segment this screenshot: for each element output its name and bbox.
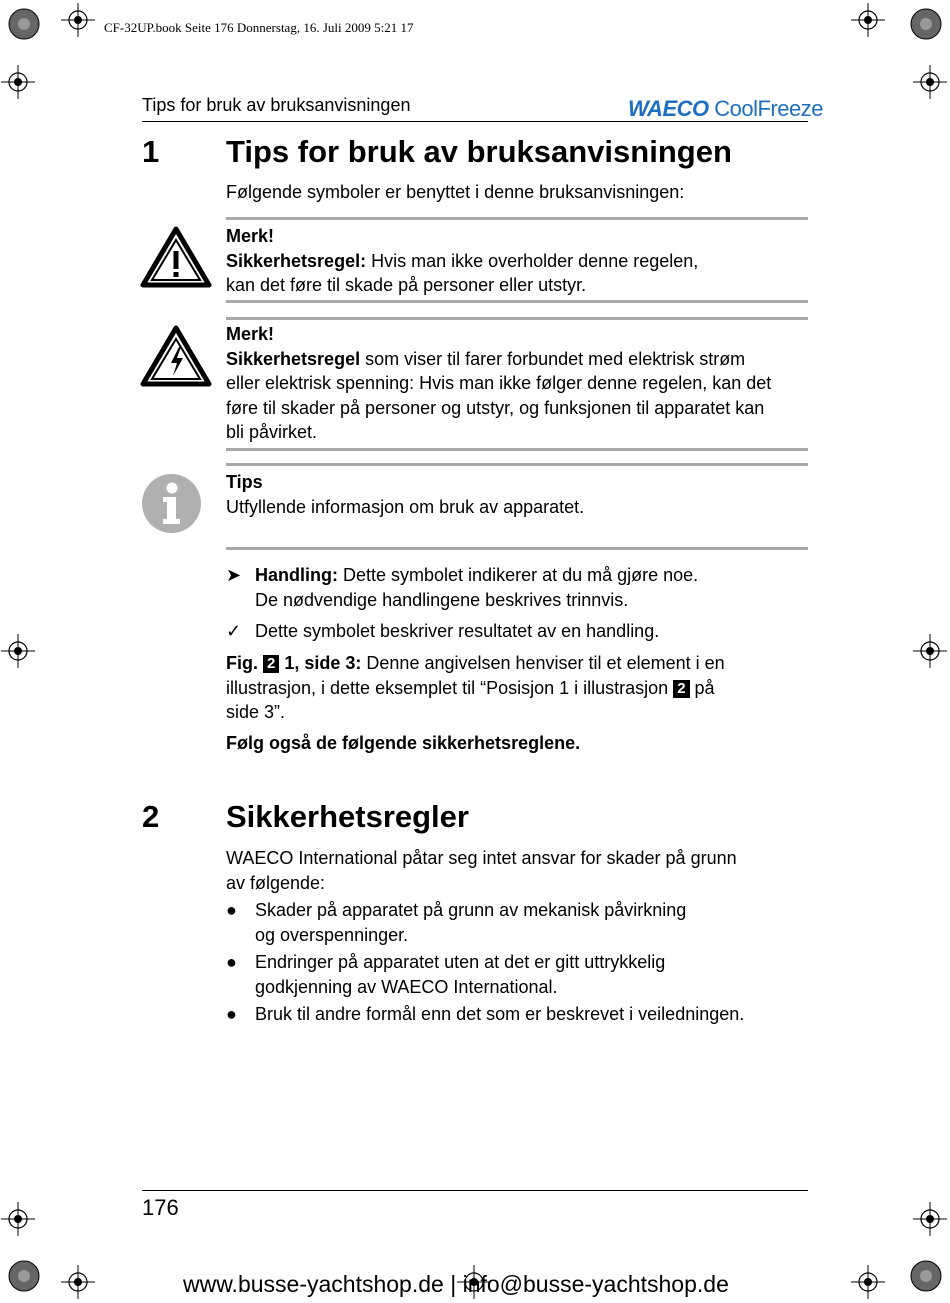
handling-line: De nødvendige handlingene beskrives trinnvis. (255, 589, 629, 610)
notice-heading: Merk! (226, 324, 275, 344)
section-intro: Følgende symboler er benyttet i denne bruksanvisningen: (226, 182, 685, 202)
figref-line (226, 651, 808, 676)
info-icon (141, 473, 202, 534)
section-intro (226, 846, 816, 895)
header-divider (142, 121, 808, 122)
brand-logo (628, 96, 823, 122)
tip-heading: Tips (226, 472, 263, 492)
tip-body: Utfyllende informasjon om bruk av apparatet. (226, 496, 585, 517)
figref-desc: på (689, 677, 715, 698)
notice-line: kan det føre til skade på personer eller utstyr. (226, 275, 587, 295)
notice-line: føre til skader på personer og utstyr, og funksjonen til apparatet kan (226, 397, 765, 418)
list-item-line: og overspenninger. (255, 924, 409, 945)
website-link[interactable]: www.busse-yachtshop.de (183, 1271, 444, 1297)
email-link[interactable]: info@busse-yachtshop.de (462, 1271, 729, 1297)
figref-position: 1, side 3: (279, 653, 362, 673)
list-item-line: Skader på apparatet på grunn av mekanisk påvirkning (255, 900, 687, 920)
bullet-icon: ● (226, 900, 237, 920)
notice-text: Hvis man ikke overholder denne regelen, (366, 250, 699, 271)
bullet-icon: ● (226, 952, 237, 972)
notice-divider (226, 448, 808, 451)
notice-line: bli påvirket. (226, 422, 318, 442)
handling-text (255, 563, 698, 612)
list-item (255, 950, 665, 999)
list-item-line: Bruk til andre formål enn det som er beskrevet i veiledningen. (255, 1004, 745, 1024)
footer-contact (183, 1271, 729, 1298)
tip-divider (226, 463, 808, 466)
intro-line: av følgende: (226, 872, 326, 893)
section-title: Tips for bruk av bruksanvisningen (226, 134, 732, 169)
list-item (255, 898, 686, 947)
notice-1-text (226, 224, 808, 298)
warning-icon (140, 226, 212, 288)
tip-text (226, 470, 584, 519)
check-icon: ✓ (226, 621, 242, 641)
notice-heading: Merk! (226, 226, 275, 246)
notice-label: Sikkerhetsregel: (226, 250, 367, 271)
notice-line (226, 347, 816, 372)
section-number: 2 (142, 799, 160, 834)
logo-brand: WAECO (628, 96, 709, 121)
notice-divider (226, 300, 808, 303)
result-text: Dette symbolet beskriver resultatet av en handling. (255, 621, 660, 641)
notice-line: eller elektrisk spenning: Hvis man ikke følger denne regelen, kan det (226, 373, 772, 393)
electric-hazard-icon (140, 325, 212, 387)
figure-reference (226, 651, 808, 725)
footer-divider (142, 1190, 808, 1191)
figref-line (226, 676, 808, 701)
logo-product: CoolFreeze (714, 96, 823, 121)
handling-desc: Dette symbolet indikerer at du må gjøre noe. (338, 565, 699, 585)
follow-note: Følg også de følgende sikkerhetsreglene. (226, 733, 581, 753)
figref-line: side 3”. (226, 702, 286, 722)
handling-label: Handling: (255, 565, 338, 585)
notice-divider (226, 217, 808, 220)
notice-2-text (226, 322, 816, 445)
figref-label: Fig. (226, 653, 258, 673)
intro-line: WAECO International påtar seg intet ansvar for skader på grunn (226, 848, 737, 868)
page-number: 176 (142, 1195, 179, 1220)
list-item-line: Endringer på apparatet uten at det er gitt uttrykkelig (255, 952, 666, 972)
tip-divider (226, 547, 808, 550)
footer-separator: | (443, 1271, 463, 1297)
figref-desc: illustrasjon, i dette eksemplet til “Posisjon 1 i illustrasjon (226, 677, 674, 698)
figref-desc: Denne angivelsen henviser til et element i en (361, 653, 725, 673)
print-info: CF-32UP.book Seite 176 Donnerstag, 16. Juli 2009 5:21 17 (104, 20, 414, 35)
bullet-icon: ● (226, 1004, 237, 1024)
figure-number-badge: 2 (263, 655, 279, 673)
figure-number-badge: 2 (673, 680, 689, 698)
notice-line (226, 249, 808, 274)
notice-text: som viser til farer forbundet med elektrisk strøm (360, 348, 746, 369)
running-head: Tips for bruk av bruksanvisningen (142, 95, 411, 115)
arrow-icon: ➤ (226, 565, 242, 585)
handling-line (255, 563, 698, 588)
notice-label: Sikkerhetsregel (226, 348, 361, 369)
section-title: Sikkerhetsregler (226, 799, 469, 834)
list-item-line: godkjenning av WAECO International. (255, 976, 558, 997)
section-number: 1 (142, 134, 160, 169)
list-item (255, 1002, 744, 1027)
notice-divider (226, 317, 808, 320)
